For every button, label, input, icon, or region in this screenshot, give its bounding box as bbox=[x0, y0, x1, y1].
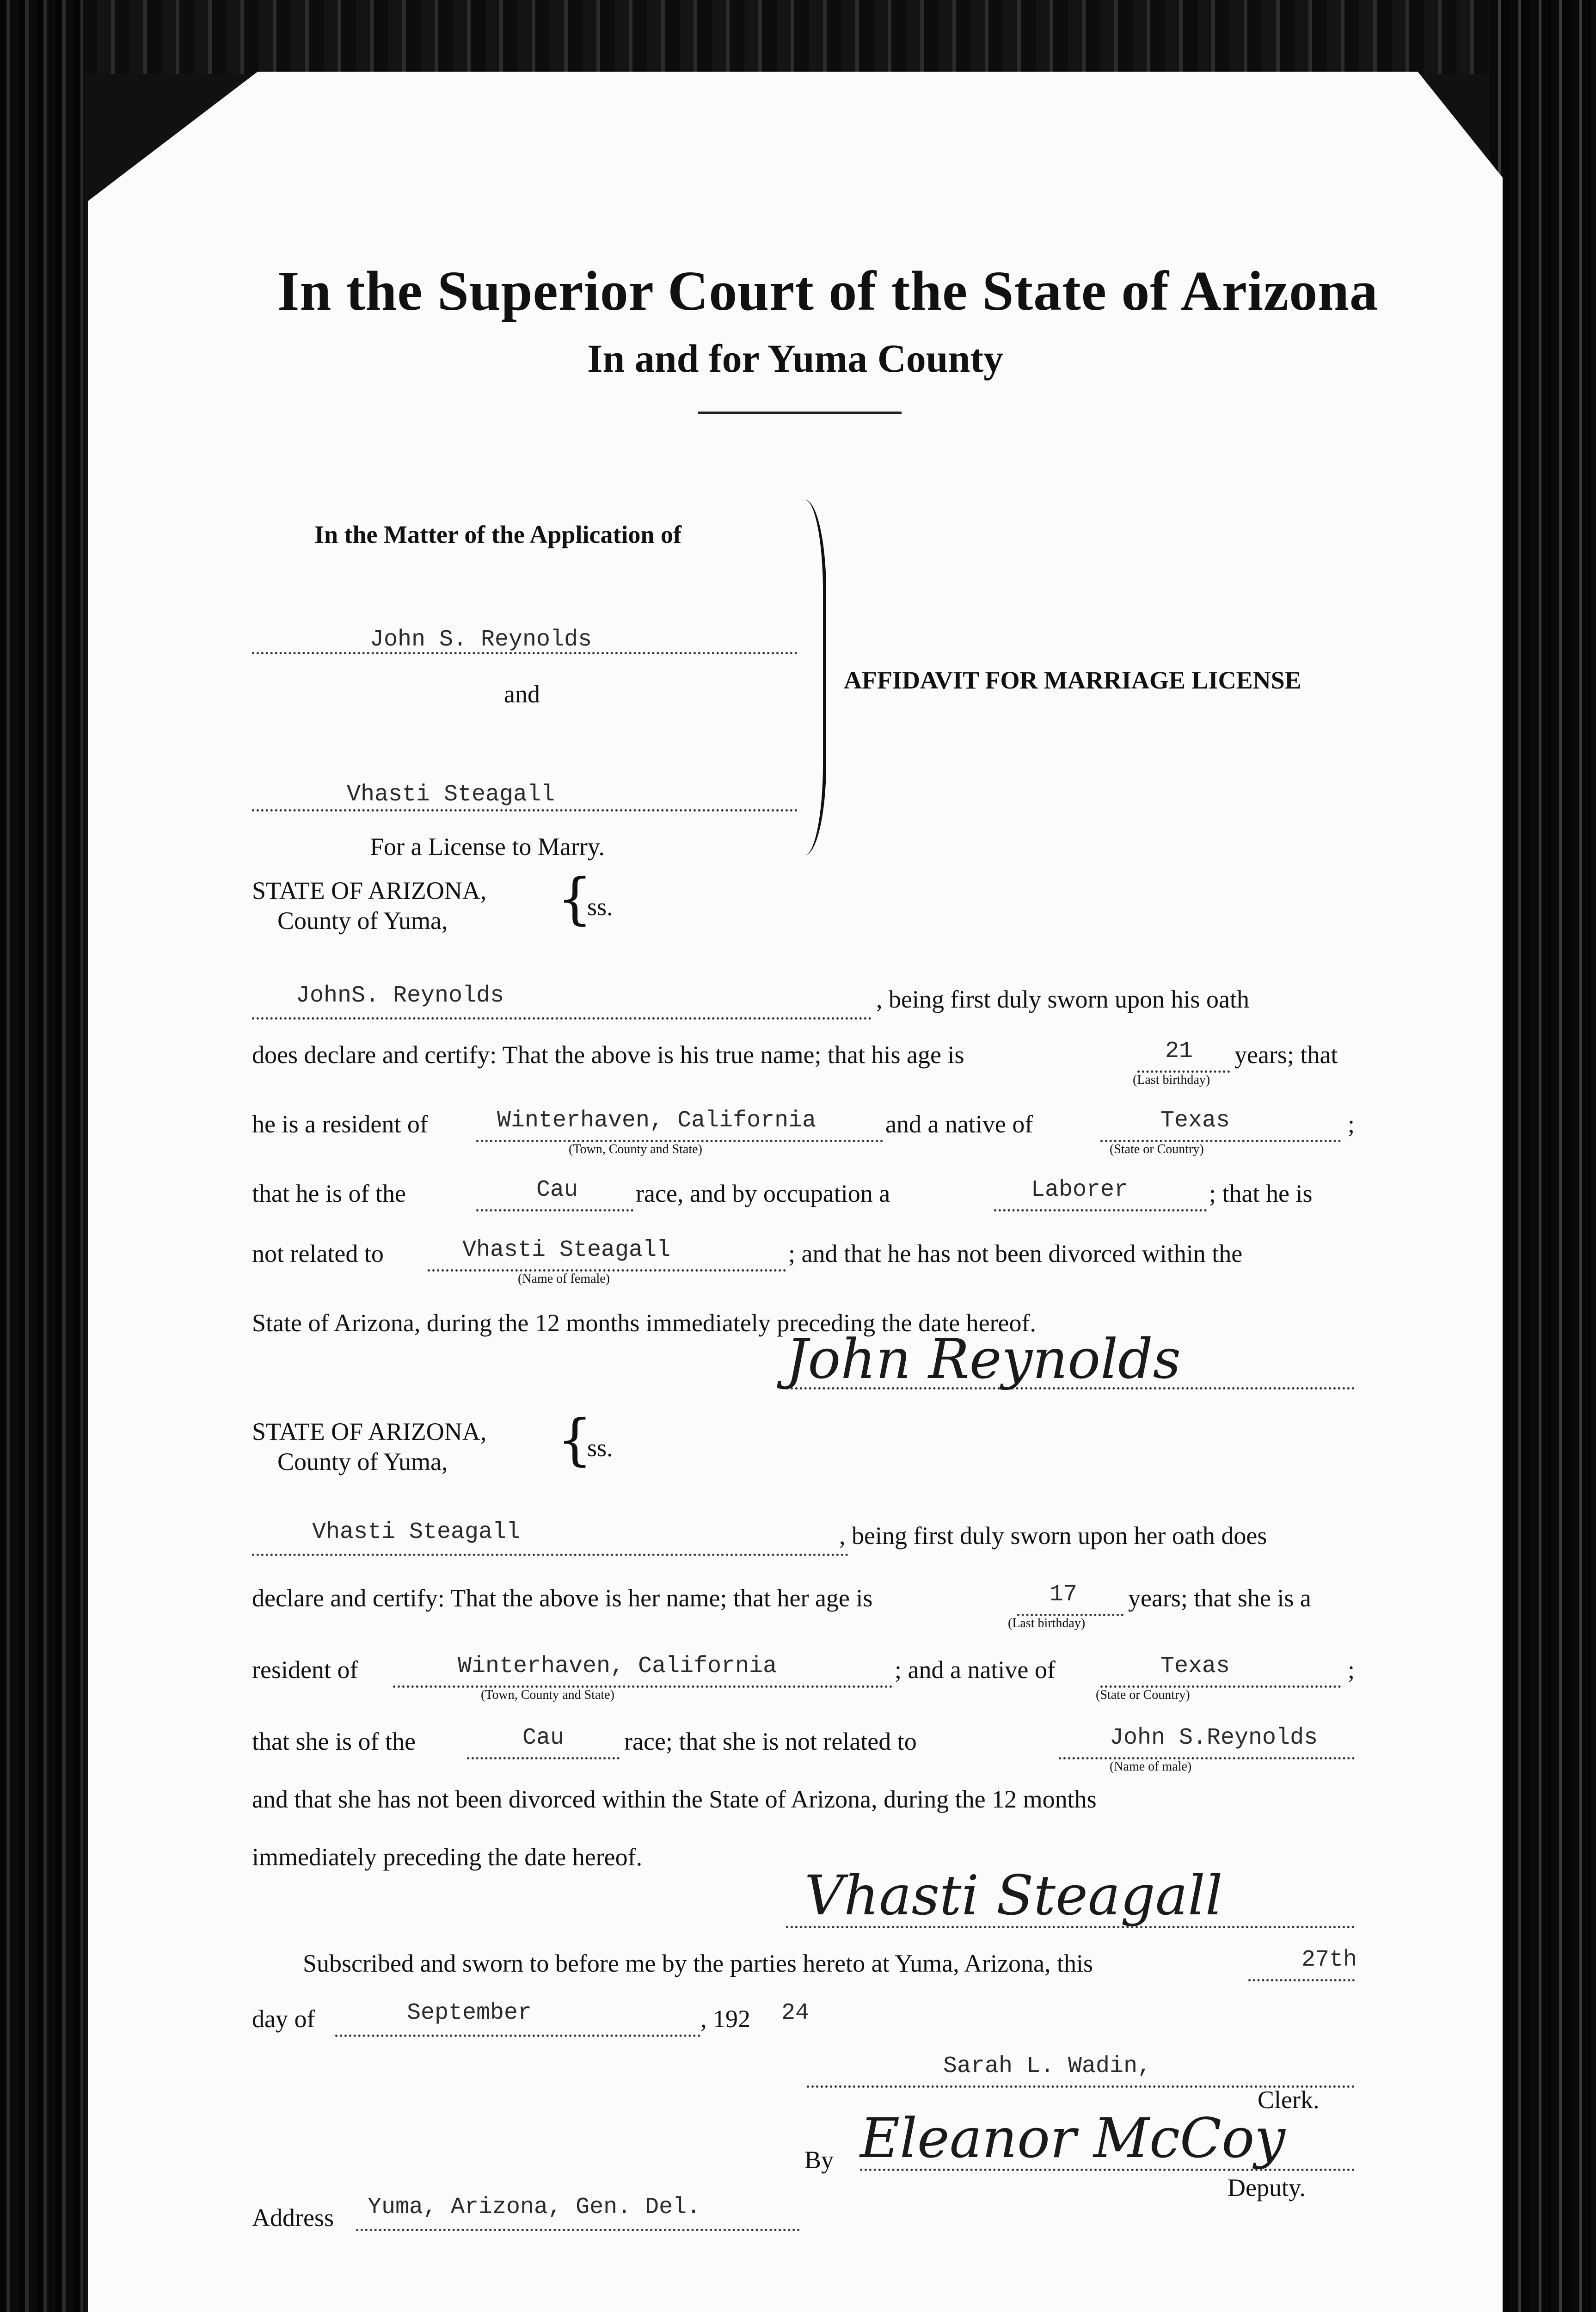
groom-age: 21 bbox=[1165, 1038, 1193, 1064]
bride-race-line bbox=[467, 1757, 620, 1759]
court-title: In the Superior Court of the State of Arizona bbox=[277, 260, 1378, 322]
bride-line2b: years; that she is a bbox=[1128, 1584, 1311, 1612]
groom-native-hint: (State or Country) bbox=[1110, 1142, 1204, 1156]
by-label: By bbox=[804, 2146, 834, 2174]
jurat-day: 27th bbox=[1301, 1947, 1357, 1973]
groom-race-line bbox=[476, 1209, 633, 1211]
bride-related-hint: (Name of male) bbox=[1110, 1759, 1192, 1774]
clerk-name: Sarah L. Wadin, bbox=[943, 2053, 1152, 2079]
groom-line5a: not related to bbox=[252, 1240, 384, 1267]
bride-sworn: , being first duly sworn upon her oath does bbox=[839, 1522, 1267, 1550]
document-title: AFFIDAVIT FOR MARRIAGE LICENSE bbox=[844, 666, 1301, 694]
jurat-year: 24 bbox=[781, 2000, 810, 2026]
jurat-day-of: day of bbox=[252, 2005, 315, 2033]
bride-line3a: resident of bbox=[252, 1656, 358, 1684]
jurat-month: September bbox=[407, 2000, 532, 2026]
bride-line3b: ; and a native of bbox=[895, 1656, 1056, 1684]
matter-label: In the Matter of the Application of bbox=[314, 521, 681, 548]
groom-line4a: that he is of the bbox=[252, 1180, 406, 1207]
applicant1-name: John S. Reynolds bbox=[370, 627, 592, 653]
applicant2-name: Vhasti Steagall bbox=[347, 781, 555, 808]
venue2-state: STATE OF ARIZONA, bbox=[252, 1418, 487, 1445]
jurat-text: Subscribed and sworn to before me by the parties hereto at Yuma, Arizona, this bbox=[303, 1949, 1093, 1977]
bride-name-line bbox=[252, 1554, 848, 1556]
groom-semicolon: ; bbox=[1348, 1110, 1355, 1138]
venue1-brace: { bbox=[557, 867, 593, 931]
bride-line2a: declare and certify: That the above is her name; that her age is bbox=[252, 1584, 873, 1612]
address-value: Yuma, Arizona, Gen. Del. bbox=[368, 2194, 701, 2220]
groom-related-hint: (Name of female) bbox=[518, 1272, 610, 1286]
scan-border-left bbox=[0, 0, 83, 2312]
deputy-label: Deputy. bbox=[1228, 2174, 1306, 2201]
address-label: Address bbox=[252, 2204, 334, 2232]
venue2-brace: { bbox=[557, 1408, 593, 1472]
caption-brace bbox=[804, 499, 826, 855]
groom-name: JohnS. Reynolds bbox=[296, 983, 504, 1009]
bride-native: Texas bbox=[1160, 1653, 1230, 1679]
bride-race: Cau bbox=[522, 1725, 565, 1751]
clerk-label: Clerk. bbox=[1258, 2086, 1320, 2114]
bride-residence: Winterhaven, California bbox=[458, 1653, 777, 1679]
groom-native: Texas bbox=[1160, 1107, 1230, 1134]
bride-line5: and that she has not been divorced within the State of Arizona, during the 12 months bbox=[252, 1785, 1097, 1813]
county-subtitle: In and for Yuma County bbox=[587, 336, 1004, 381]
bride-line4a: that she is of the bbox=[252, 1728, 416, 1755]
venue2-county: County of Yuma, bbox=[277, 1448, 448, 1476]
jurat-year-prefix: , 192 bbox=[700, 2005, 750, 2033]
groom-line4b: race, and by occupation a bbox=[636, 1180, 890, 1207]
groom-signature: John Reynolds bbox=[786, 1327, 1181, 1391]
groom-race: Cau bbox=[536, 1177, 578, 1203]
bride-age: 17 bbox=[1050, 1581, 1078, 1608]
bride-related: John S.Reynolds bbox=[1110, 1725, 1318, 1751]
bride-residence-line bbox=[393, 1685, 892, 1688]
address-line bbox=[356, 2229, 800, 2231]
groom-sworn: , being first duly sworn upon his oath bbox=[876, 985, 1249, 1013]
groom-line2b: years; that bbox=[1234, 1041, 1338, 1069]
venue1-state: STATE OF ARIZONA, bbox=[252, 877, 487, 904]
jurat-day-line bbox=[1248, 1979, 1355, 1981]
bride-signature: Vhasti Steagall bbox=[804, 1863, 1223, 1927]
groom-line2a: does declare and certify: That the above is his true name; that his age is bbox=[252, 1041, 964, 1069]
bride-line4b: race; that she is not related to bbox=[624, 1728, 917, 1755]
groom-line6: State of Arizona, during the 12 months immediately preceding the date hereof. bbox=[252, 1309, 1036, 1337]
groom-line4c: ; that he is bbox=[1209, 1180, 1313, 1207]
groom-line3b: and a native of bbox=[885, 1110, 1033, 1138]
groom-residence-hint: (Town, County and State) bbox=[569, 1142, 702, 1156]
groom-residence: Winterhaven, California bbox=[497, 1107, 816, 1134]
groom-line5b: ; and that he has not been divorced within the bbox=[788, 1240, 1243, 1267]
groom-line3a: he is a resident of bbox=[252, 1110, 428, 1138]
deputy-signature: Eleanor McCoy bbox=[860, 2106, 1285, 2170]
groom-last-birthday: (Last birthday) bbox=[1133, 1073, 1210, 1087]
jurat-month-line bbox=[335, 2035, 700, 2037]
applicant2-line bbox=[252, 809, 798, 812]
groom-occupation-line bbox=[994, 1209, 1207, 1211]
venue1-county: County of Yuma, bbox=[277, 907, 448, 935]
bride-name: Vhasti Steagall bbox=[312, 1519, 521, 1545]
groom-related: Vhasti Steagall bbox=[462, 1237, 671, 1263]
bride-native-hint: (State or Country) bbox=[1096, 1688, 1190, 1702]
bride-semicolon: ; bbox=[1348, 1656, 1355, 1684]
bride-related-line bbox=[1059, 1757, 1355, 1759]
scan-border-top bbox=[0, 0, 1596, 74]
venue1-ss: ss. bbox=[587, 893, 613, 921]
purpose-label: For a License to Marry. bbox=[370, 833, 605, 861]
bride-last-birthday: (Last birthday) bbox=[1008, 1616, 1086, 1630]
and-label: and bbox=[504, 680, 540, 708]
bride-line6: immediately preceding the date hereof. bbox=[252, 1843, 643, 1871]
bride-residence-hint: (Town, County and State) bbox=[481, 1688, 614, 1702]
groom-name-line bbox=[252, 1017, 872, 1020]
groom-occupation: Laborer bbox=[1031, 1177, 1129, 1203]
header-rule bbox=[698, 412, 902, 414]
scan-border-right bbox=[1490, 0, 1596, 2312]
venue2-ss: ss. bbox=[587, 1434, 613, 1462]
